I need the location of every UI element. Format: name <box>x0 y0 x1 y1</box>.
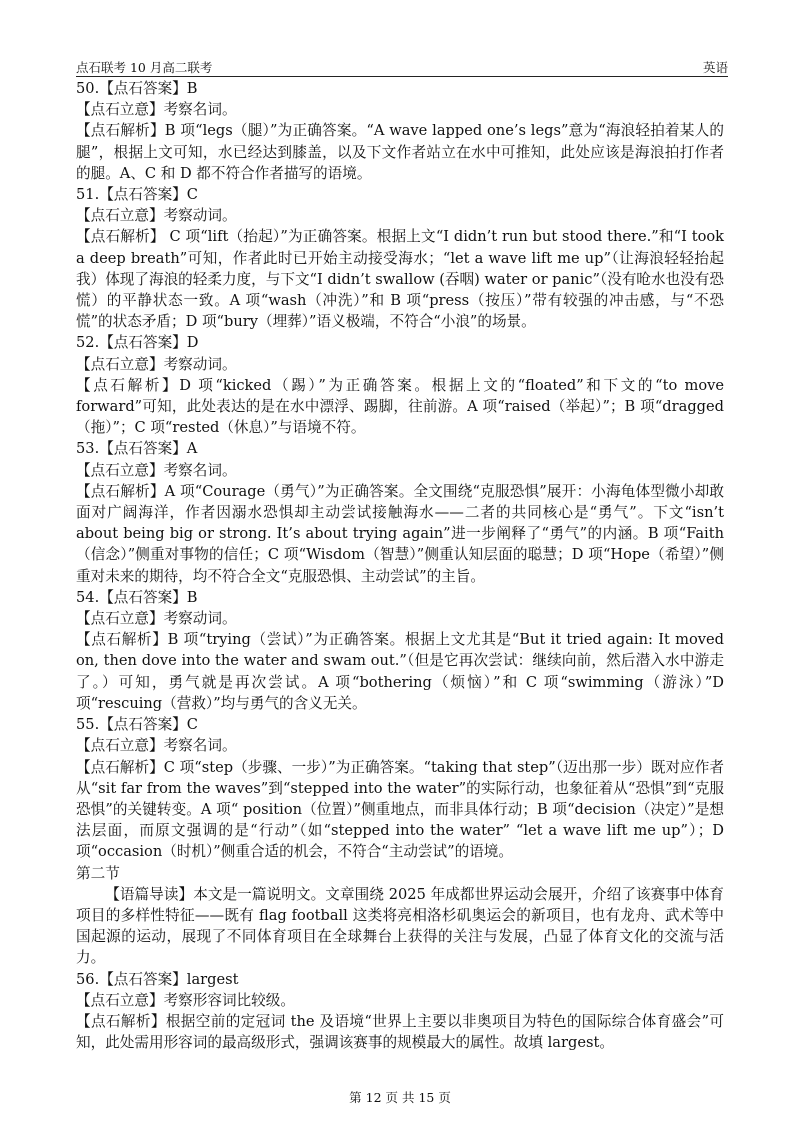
q56-answer: 56.【点石答案】largest <box>76 970 239 988</box>
q52-intent: 【点石立意】考察动词。 <box>76 355 237 373</box>
q51-intent: 【点石立意】考察动词。 <box>76 207 237 225</box>
q53-analysis: 【点石解析】A 项“Courage（勇气）”为正确答案。全文围绕“克服恐惧”展开：小海龟体型微小却敢面对广阔海洋，作者因溺水恐惧却主动尝试接触海水——二者的共同核心是“勇气”。下文“isn’t about being big or strong. It’s about trying again”进一步阐释了“勇气”的内涵。B 项“Faith（信念）”侧重对事物的信任；C 项“Wisdom（智慧）”侧重认知层面的聪慧；D 项“Hope（希望）”侧重对未来的期待，均不符合全文“克服恐惧、主动尝试”的主旨。 <box>76 482 724 585</box>
q54-analysis: 【点石解析】B 项“trying（尝试）”为正确答案。根据上文尤其是“But it tried again: It moved on, then dove into the water and swam out.”（但是它再次尝试：继续向前，然后潜入水中游走了。）可知，勇气就是再次尝试。A 项“bothering（烦恼）”和 C 项“swimming（游泳）”D 项“rescuing（营救）”均与勇气的含义无关。 <box>76 631 724 712</box>
q53-intent: 【点石立意】考察名词。 <box>76 461 237 479</box>
q52-analysis: 【点石解析】D 项“kicked（踢）”为正确答案。根据上文的“floated”和下文的“to move forward”可知，此处表达的是在水中漂浮、踢脚，往前游。A 项“raised（举起）”；B 项“dragged（拖）”；C 项“rested（休息）”与语境不符。 <box>76 376 724 437</box>
passage-guide: 【语篇导读】本文是一篇说明文。文章围绕 2025 年成都世界运动会展开，介绍了该赛事中体育项目的多样性特征——既有 flag football 这类将亮相洛杉矶奥运会的新项目，也有龙舟、武术等中国起源的运动，展现了不同体育项目在全球舞台上获得的关注与发展，凸显了体育文化的交流与活力。 <box>76 885 724 967</box>
page-header <box>76 56 728 77</box>
q53-answer: 53.【点石答案】A <box>76 440 198 458</box>
q54-intent: 【点石立意】考察动词。 <box>76 610 237 628</box>
header-exam-title: 点石联考 10 月高二联考 <box>76 60 213 75</box>
q56-intent: 【点石立意】考察形容词比较级。 <box>76 991 295 1009</box>
q54-answer: 54.【点石答案】B <box>76 588 198 606</box>
q50-analysis: 【点石解析】B 项“legs（腿）”为正确答案。“A wave lapped one’s legs”意为“海浪轻拍着某人的腿”，根据上文可知，水已经达到膝盖，以及下文作者站立在水中可推知，此处应该是海浪拍打作者的腿。A、C 和 D 都不符合作者描写的语境。 <box>76 122 724 182</box>
q51-answer: 51.【点石答案】C <box>76 186 198 204</box>
page-number: 第 12 页 共 15 页 <box>349 1090 451 1105</box>
q56-analysis: 【点石解析】根据空前的定冠词 the 及语境“世界上主要以非奥项目为特色的国际综合体育盛会”可知，此处需用形容词的最高级形式，强调该赛事的规模最大的属性。故填 largest。 <box>76 1012 724 1052</box>
header-subject: 英语 <box>702 60 728 75</box>
q52-answer: 52.【点石答案】D <box>76 334 199 352</box>
section-title: 第二节 <box>76 864 120 882</box>
answer-explanations <box>76 78 724 1053</box>
q50-intent: 【点石立意】考察名词。 <box>76 101 237 119</box>
q55-answer: 55.【点石答案】C <box>76 716 198 734</box>
q50-answer: 50.【点石答案】B <box>76 80 198 97</box>
q55-analysis: 【点石解析】C 项“step（步骤、一步）”为正确答案。“taking that step”（迈出那一步）既对应作者从“sit far from the waves”到“stepped into the water”的实际行动，也象征着从“恐惧”到“克服恐惧”的关键转变。A 项“ position（位置）”侧重地点，而非具体行动；B 项“decision（决定）”是想法层面，而原文强调的是“行动”（如“stepped into the water” “let a wave lift me up”）；D 项“occasion（时机）”侧重合适的机会，不符合“主动尝试”的语境。 <box>76 758 724 861</box>
q51-analysis: 【点石解析】 C 项“lift（抬起）”为正确答案。根据上文“I didn’t run but stood there.”和“I took a deep breath”可知，作者此时已开始主动接受海水；“let a wave lift me up”（让海浪轻轻抬起我）体现了海浪的轻柔力度，与下文“I didn’t swallow (吞咽) water or panic”（没有呛水也没有恐慌）的平静状态一致。A 项“wash（冲洗）”和 B 项“press（按压）”带有较强的冲击感，与“不恐慌”的状态矛盾；D 项“bury（埋葬）”语义极端，不符合“小浪”的场景。 <box>76 228 724 331</box>
q55-intent: 【点石立意】考察名词。 <box>76 737 237 755</box>
